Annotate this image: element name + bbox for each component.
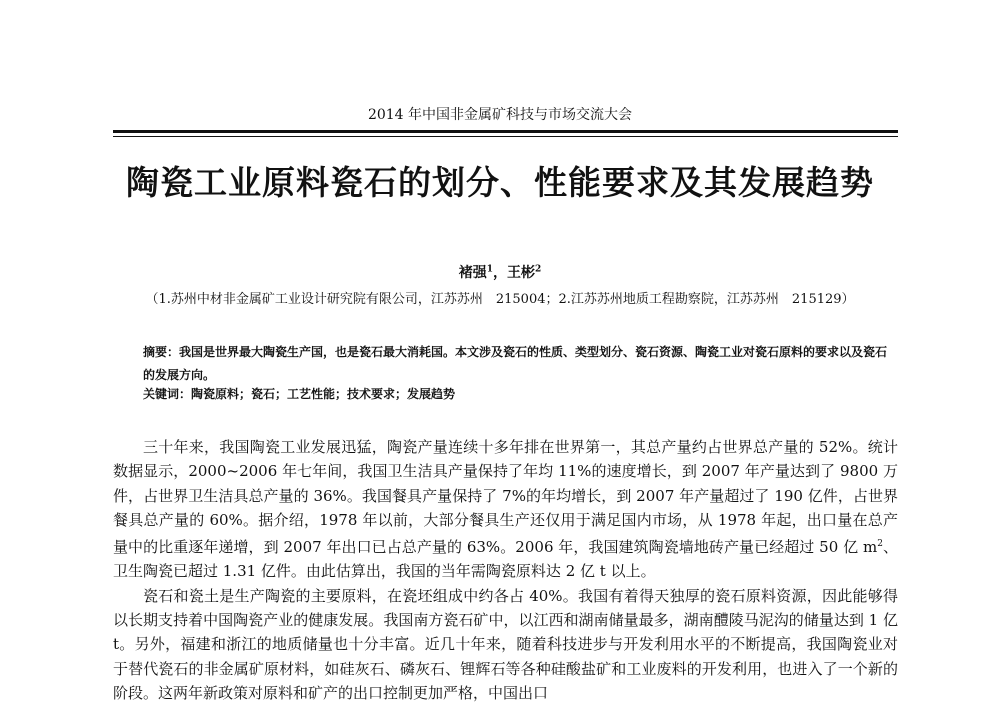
- body-text: [113, 435, 898, 705]
- author-line: [0, 262, 1000, 282]
- body-paragraph: 瓷石和瓷土是生产陶瓷的主要原料，在瓷坯组成中约各占 40%。我国有着得天独厚的瓷石原料资源，因此能够得以长期支持着中国陶瓷产业的健康发展。我国南方瓷石矿中，以江西和湖南储量最多，湖南醴陵马泥沟的储量达到 1 亿 t。另外，福建和浙江的地质储量也十分丰富。近几十年来，随着科技进步与开发利用水平的不断提高，我国陶瓷业对于替代瓷石的非金属矿原材料，如硅灰石、磷灰石、锂辉石等各种硅酸盐矿和工业废料的开发利用，也进入了一个新的阶段。这两年新政策对原料和矿产的出口控制更加严格，中国出口: [113, 586, 898, 702]
- header-rule-thin: [113, 136, 898, 137]
- affiliation-marker: 1: [486, 264, 493, 275]
- abstract-text: 我国是世界最大陶瓷生产国，也是瓷石最大消耗国。本文涉及瓷石的性质、类型划分、瓷石资源、陶瓷工业对瓷石原料的要求以及瓷石的发展方向。: [143, 345, 888, 382]
- keywords-text: 陶瓷原料；瓷石；工艺性能；技术要求；发展趋势: [191, 387, 456, 401]
- affiliation-line: （1.苏州中材非金属矿工业设计研究院有限公司，江苏苏州 215004；2.江苏苏州地质工程勘察院，江苏苏州 215129）: [145, 292, 855, 307]
- abstract: [143, 341, 898, 387]
- keywords-label: 关键词：: [143, 387, 192, 401]
- paper-title: 陶瓷工业原料瓷石的划分、性能要求及其发展趋势: [126, 163, 874, 202]
- body-text-run: 、卫生陶瓷已超过 1.31 亿件。由此估算出，我国的当年需陶瓷原料达 2 亿 t 以上。: [113, 538, 898, 581]
- author-name: 王彬: [507, 265, 535, 281]
- header-rule-thick: [113, 130, 898, 133]
- affiliation-marker: 2: [535, 264, 542, 275]
- abstract-label: 摘要：: [143, 345, 180, 359]
- superscript: 2: [877, 539, 883, 550]
- body-text-run: 三十年来，我国陶瓷工业发展迅猛，陶瓷产量连续十多年排在世界第一，其总产量约占世界总产量的 52%。统计数据显示，2000~2006 年七年间，我国卫生洁具产量保持了年均 11%的速度增长，到 2007 年产量达到了 9800 万件，占世界卫生洁具总产量的 36%。我国餐具产量保持了 7%的年均增长，到 2007 年产量超过了 190 亿件，占世界餐具总产量的 60%。据介绍，1978 年以前，大部分餐具生产还仅用于满足国内市场，从 1978 年起，出口量在总产量中的比重逐年递增，到 2007 年出口已占总产量的 63%。2006 年，我国建筑陶瓷墙地砖产量已经超过 50 亿 m: [113, 438, 898, 557]
- body-paragraph: [113, 435, 898, 584]
- author-separator: ，: [493, 265, 507, 281]
- keywords: [143, 385, 898, 402]
- conference-header: 2014 年中国非金属矿科技与市场交流大会: [367, 107, 633, 123]
- author-name: 褚强: [458, 265, 487, 281]
